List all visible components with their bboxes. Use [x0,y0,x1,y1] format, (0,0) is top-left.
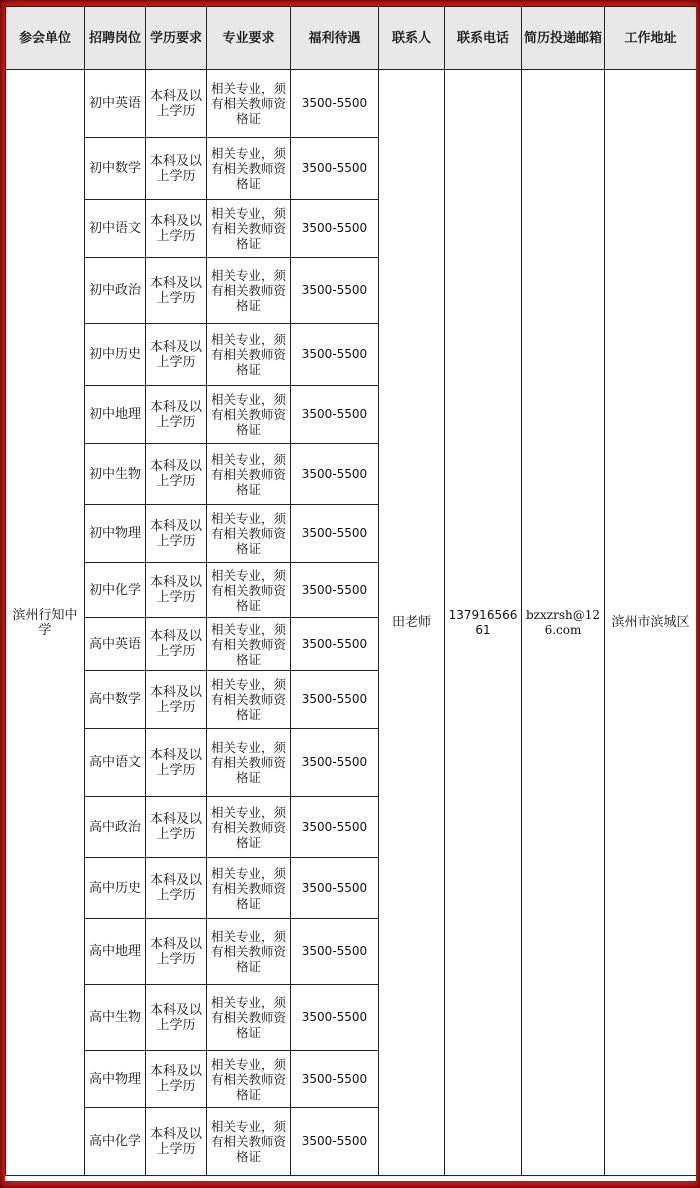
education-cell: 本科及以上学历 [146,563,207,618]
position-cell: 高中数学 [85,671,146,729]
position-cell: 初中英语 [85,70,146,138]
major-cell: 相关专业，须有相关教师资格证 [207,386,291,444]
salary-cell: 3500-5500 [291,618,379,671]
education-cell: 本科及以上学历 [146,618,207,671]
major-cell: 相关专业，须有相关教师资格证 [207,618,291,671]
education-cell: 本科及以上学历 [146,671,207,729]
major-cell: 相关专业，须有相关教师资格证 [207,671,291,729]
position-cell: 初中地理 [85,386,146,444]
major-cell: 相关专业，须有相关教师资格证 [207,797,291,858]
header-salary: 福利待遇 [291,7,379,70]
unit-cell: 滨州行知中学 [6,70,85,1176]
education-cell: 本科及以上学历 [146,138,207,200]
salary-cell: 3500-5500 [291,386,379,444]
major-cell: 相关专业，须有相关教师资格证 [207,138,291,200]
major-cell: 相关专业，须有相关教师资格证 [207,1108,291,1176]
major-cell: 相关专业，须有相关教师资格证 [207,200,291,258]
education-cell: 本科及以上学历 [146,444,207,505]
position-cell: 初中物理 [85,505,146,563]
education-cell: 本科及以上学历 [146,324,207,386]
header-education: 学历要求 [146,7,207,70]
table-row [6,70,697,138]
salary-cell: 3500-5500 [291,563,379,618]
salary-cell: 3500-5500 [291,985,379,1051]
major-cell: 相关专业，须有相关教师资格证 [207,919,291,985]
major-cell: 相关专业，须有相关教师资格证 [207,324,291,386]
header-position: 招聘岗位 [85,7,146,70]
major-cell: 相关专业，须有相关教师资格证 [207,858,291,919]
major-cell: 相关专业，须有相关教师资格证 [207,505,291,563]
header-address: 工作地址 [605,7,697,70]
position-cell: 初中生物 [85,444,146,505]
position-cell: 高中化学 [85,1108,146,1176]
salary-cell: 3500-5500 [291,729,379,797]
header-contact: 联系人 [379,7,445,70]
salary-cell: 3500-5500 [291,1051,379,1108]
major-cell: 相关专业，须有相关教师资格证 [207,258,291,324]
salary-cell: 3500-5500 [291,1108,379,1176]
address-cell: 滨州市滨城区 [605,70,697,1176]
education-cell: 本科及以上学历 [146,386,207,444]
major-cell: 相关专业，须有相关教师资格证 [207,70,291,138]
email-cell: bzxzrsh@126.com [522,70,605,1176]
position-cell: 高中政治 [85,797,146,858]
major-cell: 相关专业，须有相关教师资格证 [207,563,291,618]
education-cell: 本科及以上学历 [146,1051,207,1108]
major-cell: 相关专业，须有相关教师资格证 [207,1051,291,1108]
header-row [6,7,697,70]
education-cell: 本科及以上学历 [146,70,207,138]
phone-cell: 13791656661 [445,70,522,1176]
position-cell: 高中英语 [85,618,146,671]
salary-cell: 3500-5500 [291,797,379,858]
salary-cell: 3500-5500 [291,70,379,138]
salary-cell: 3500-5500 [291,258,379,324]
major-cell: 相关专业，须有相关教师资格证 [207,444,291,505]
education-cell: 本科及以上学历 [146,258,207,324]
recruitment-table [5,6,696,1176]
header-email: 简历投递邮箱 [522,7,605,70]
education-cell: 本科及以上学历 [146,985,207,1051]
position-cell: 初中语文 [85,200,146,258]
education-cell: 本科及以上学历 [146,505,207,563]
education-cell: 本科及以上学历 [146,797,207,858]
education-cell: 本科及以上学历 [146,858,207,919]
salary-cell: 3500-5500 [291,200,379,258]
position-cell: 高中地理 [85,919,146,985]
education-cell: 本科及以上学历 [146,200,207,258]
header-unit: 参会单位 [6,7,85,70]
position-cell: 初中政治 [85,258,146,324]
position-cell: 高中历史 [85,858,146,919]
position-cell: 高中语文 [85,729,146,797]
education-cell: 本科及以上学历 [146,729,207,797]
major-cell: 相关专业，须有相关教师资格证 [207,729,291,797]
recruitment-sheet [5,6,696,1181]
education-cell: 本科及以上学历 [146,1108,207,1176]
salary-cell: 3500-5500 [291,444,379,505]
position-cell: 初中历史 [85,324,146,386]
salary-cell: 3500-5500 [291,505,379,563]
salary-cell: 3500-5500 [291,324,379,386]
salary-cell: 3500-5500 [291,858,379,919]
position-cell: 高中物理 [85,1051,146,1108]
contact-cell: 田老师 [379,70,445,1176]
salary-cell: 3500-5500 [291,138,379,200]
position-cell: 高中生物 [85,985,146,1051]
education-cell: 本科及以上学历 [146,919,207,985]
position-cell: 初中数学 [85,138,146,200]
salary-cell: 3500-5500 [291,919,379,985]
position-cell: 初中化学 [85,563,146,618]
header-phone: 联系电话 [445,7,522,70]
major-cell: 相关专业，须有相关教师资格证 [207,985,291,1051]
header-major: 专业要求 [207,7,291,70]
salary-cell: 3500-5500 [291,671,379,729]
